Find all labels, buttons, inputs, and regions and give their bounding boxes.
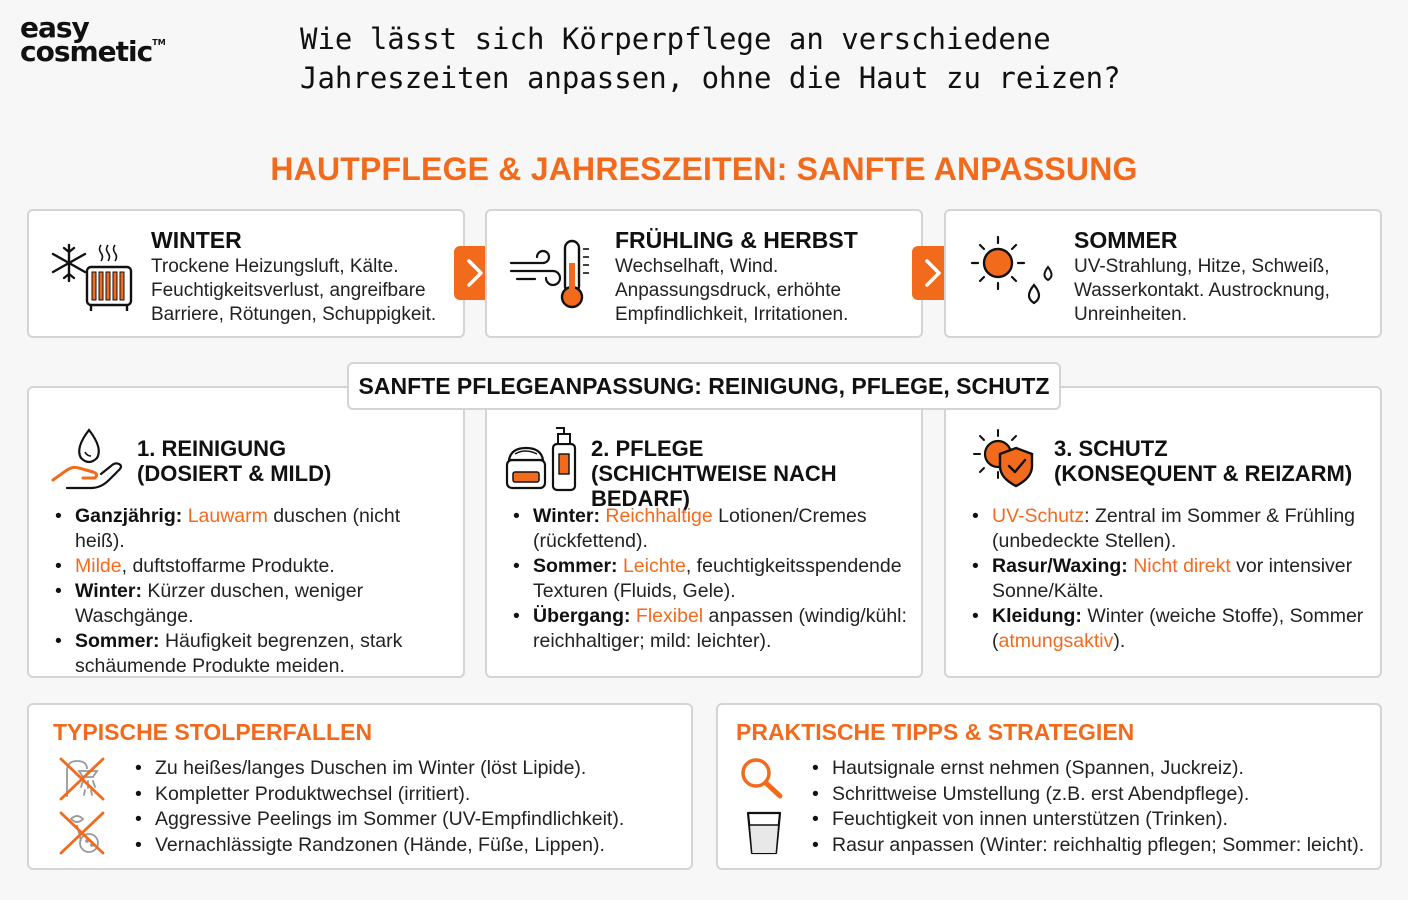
water-glass-icon [744,809,784,857]
item-highlight: atmungsaktiv [998,630,1114,652]
item-label: Rasur/Waxing: [992,555,1134,577]
list-item: • Milde, duftstoffarme Produkte. [53,554,453,579]
season-card-sommer [944,209,1382,338]
item-label: Sommer: [533,555,623,577]
list-item: • Winter: Kürzer duschen, weniger Waschgänge. [53,579,453,629]
brand-logo [20,11,166,68]
season-line: Wechselhaft, Wind. [615,256,779,277]
step-card-pflege [485,386,923,678]
step-subtitle: (SCHICHTWEISE NACH BEDARF) [591,461,837,511]
season-line: Barriere, Rötungen, Schuppigkeit. [151,304,437,325]
cream-bottle-icon [503,424,579,490]
wind-thermometer-icon [507,233,599,313]
item-highlight: Reichhaltige [605,505,713,527]
step-list [53,504,453,679]
item-label: Winter: [75,580,148,602]
list-item: • Sommer: Leichte, feuchtigkeitsspendende Texturen (Fluids, Gele). [511,554,911,604]
step-subtitle: (DOSIERT & MILD) [137,461,332,486]
pitfalls-title: TYPISCHE STOLPERFALLEN [53,719,373,745]
step-list [970,504,1370,654]
step-card-schutz [944,386,1382,678]
no-peeling-icon [57,809,107,857]
season-line: Wasserkontakt. Austrocknung, [1074,280,1330,301]
item-highlight: UV-Schutz [992,505,1085,527]
season-card-winter [27,209,465,338]
step-list [511,504,911,654]
item-label: Ganzjährig: [75,505,188,527]
season-card-fruehling-herbst [485,209,923,338]
item-label: Winter: [533,505,606,527]
logo-trademark: TM [152,37,166,47]
step-title: 3. SCHUTZ [1054,436,1168,461]
list-item: • Kleidung: Winter (weiche Stoffe), Sommer (atmungsaktiv). [970,604,1370,654]
season-line: Feuchtigkeitsverlust, angreifbare [151,280,426,301]
season-title: SOMMER [1074,227,1178,253]
pitfalls-box [27,703,693,870]
step-subtitle: (KONSEQUENT & REIZARM) [1054,461,1353,486]
item-highlight: Flexibel [635,605,704,627]
section-title: SANFTE PFLEGEANPASSUNG: REINIGUNG, PFLEGE, SCHUTZ [347,362,1061,410]
list-item: • Rasur anpassen (Winter: reichhaltig pflegen; Sommer: leicht). [810,833,1364,859]
step-title: 1. REINIGUNG [137,436,287,461]
sun-drops-icon [968,233,1060,313]
item-highlight: Lauwarm [187,505,268,527]
logo-line-1: easy [20,11,89,44]
season-line: UV-Strahlung, Hitze, Schweiß, [1074,256,1330,277]
step-card-reinigung [27,386,465,678]
list-item: • Sommer: Häufigkeit begrenzen, stark schäumende Produkte meiden. [53,629,453,679]
snowflake-radiator-icon [47,233,139,313]
list-item: • Schrittweise Umstellung (z.B. erst Abendpflege). [810,782,1364,808]
item-highlight: Nicht direkt [1133,555,1231,577]
season-line: Anpassungsdruck, erhöhte [615,280,842,301]
list-item: • Rasur/Waxing: Nicht direkt vor intensiver Sonne/Kälte. [970,554,1370,604]
item-label: Kleidung: [992,605,1088,627]
list-item: • Übergang: Flexibel anpassen (windig/kühl: reichhaltiger; mild: leichter). [511,604,911,654]
step-title: 2. PFLEGE [591,436,704,461]
tips-box [716,703,1382,870]
list-item: • Kompletter Produktwechsel (irritiert). [133,782,624,808]
drop-hand-icon [49,428,125,494]
season-line: Unreinheiten. [1074,304,1188,325]
item-label: Sommer: [75,630,165,652]
list-item: • Zu heißes/langes Duschen im Winter (löst Lipide). [133,756,624,782]
list-item: • Hautsignale ernst nehmen (Spannen, Juckreiz). [810,756,1364,782]
season-line: Empfindlichkeit, Irritationen. [615,304,849,325]
season-title: WINTER [151,227,242,253]
list-item: • Vernachlässigte Randzonen (Hände, Füße, Lippen). [133,833,624,859]
list-item: • Aggressive Peelings im Sommer (UV-Empfindlichkeit). [133,807,624,833]
item-highlight: Milde [75,555,122,577]
tips-list [810,756,1364,858]
pitfalls-list [133,756,624,858]
item-highlight: Leichte [622,555,686,577]
tips-title: PRAKTISCHE TIPPS & STRATEGIEN [736,719,1135,745]
list-item: • Ganzjährig: Lauwarm duschen (nicht heiß). [53,504,453,554]
logo-line-2: cosmetic [20,34,153,68]
list-item: • Winter: Reichhaltige Lotionen/Cremes (rückfettend). [511,504,911,554]
sun-shield-icon [968,426,1044,492]
season-title: FRÜHLING & HERBST [615,227,858,253]
list-item: • Feuchtigkeit von innen unterstützen (Trinken). [810,807,1364,833]
page-question: Wie lässt sich Körperpflege an verschiedene Jahreszeiten anpassen, ohne die Haut zu reizen? [300,22,1121,95]
magnifier-icon [738,755,786,799]
list-item: • UV-Schutz: Zentral im Sommer & Frühling (unbedeckte Stellen). [970,504,1370,554]
item-label: Übergang: [533,605,636,627]
main-title: HAUTPFLEGE & JAHRESZEITEN: SANFTE ANPASSUNG [270,151,1138,187]
no-hot-shower-icon [57,755,107,803]
season-line: Trockene Heizungsluft, Kälte. [151,256,399,277]
